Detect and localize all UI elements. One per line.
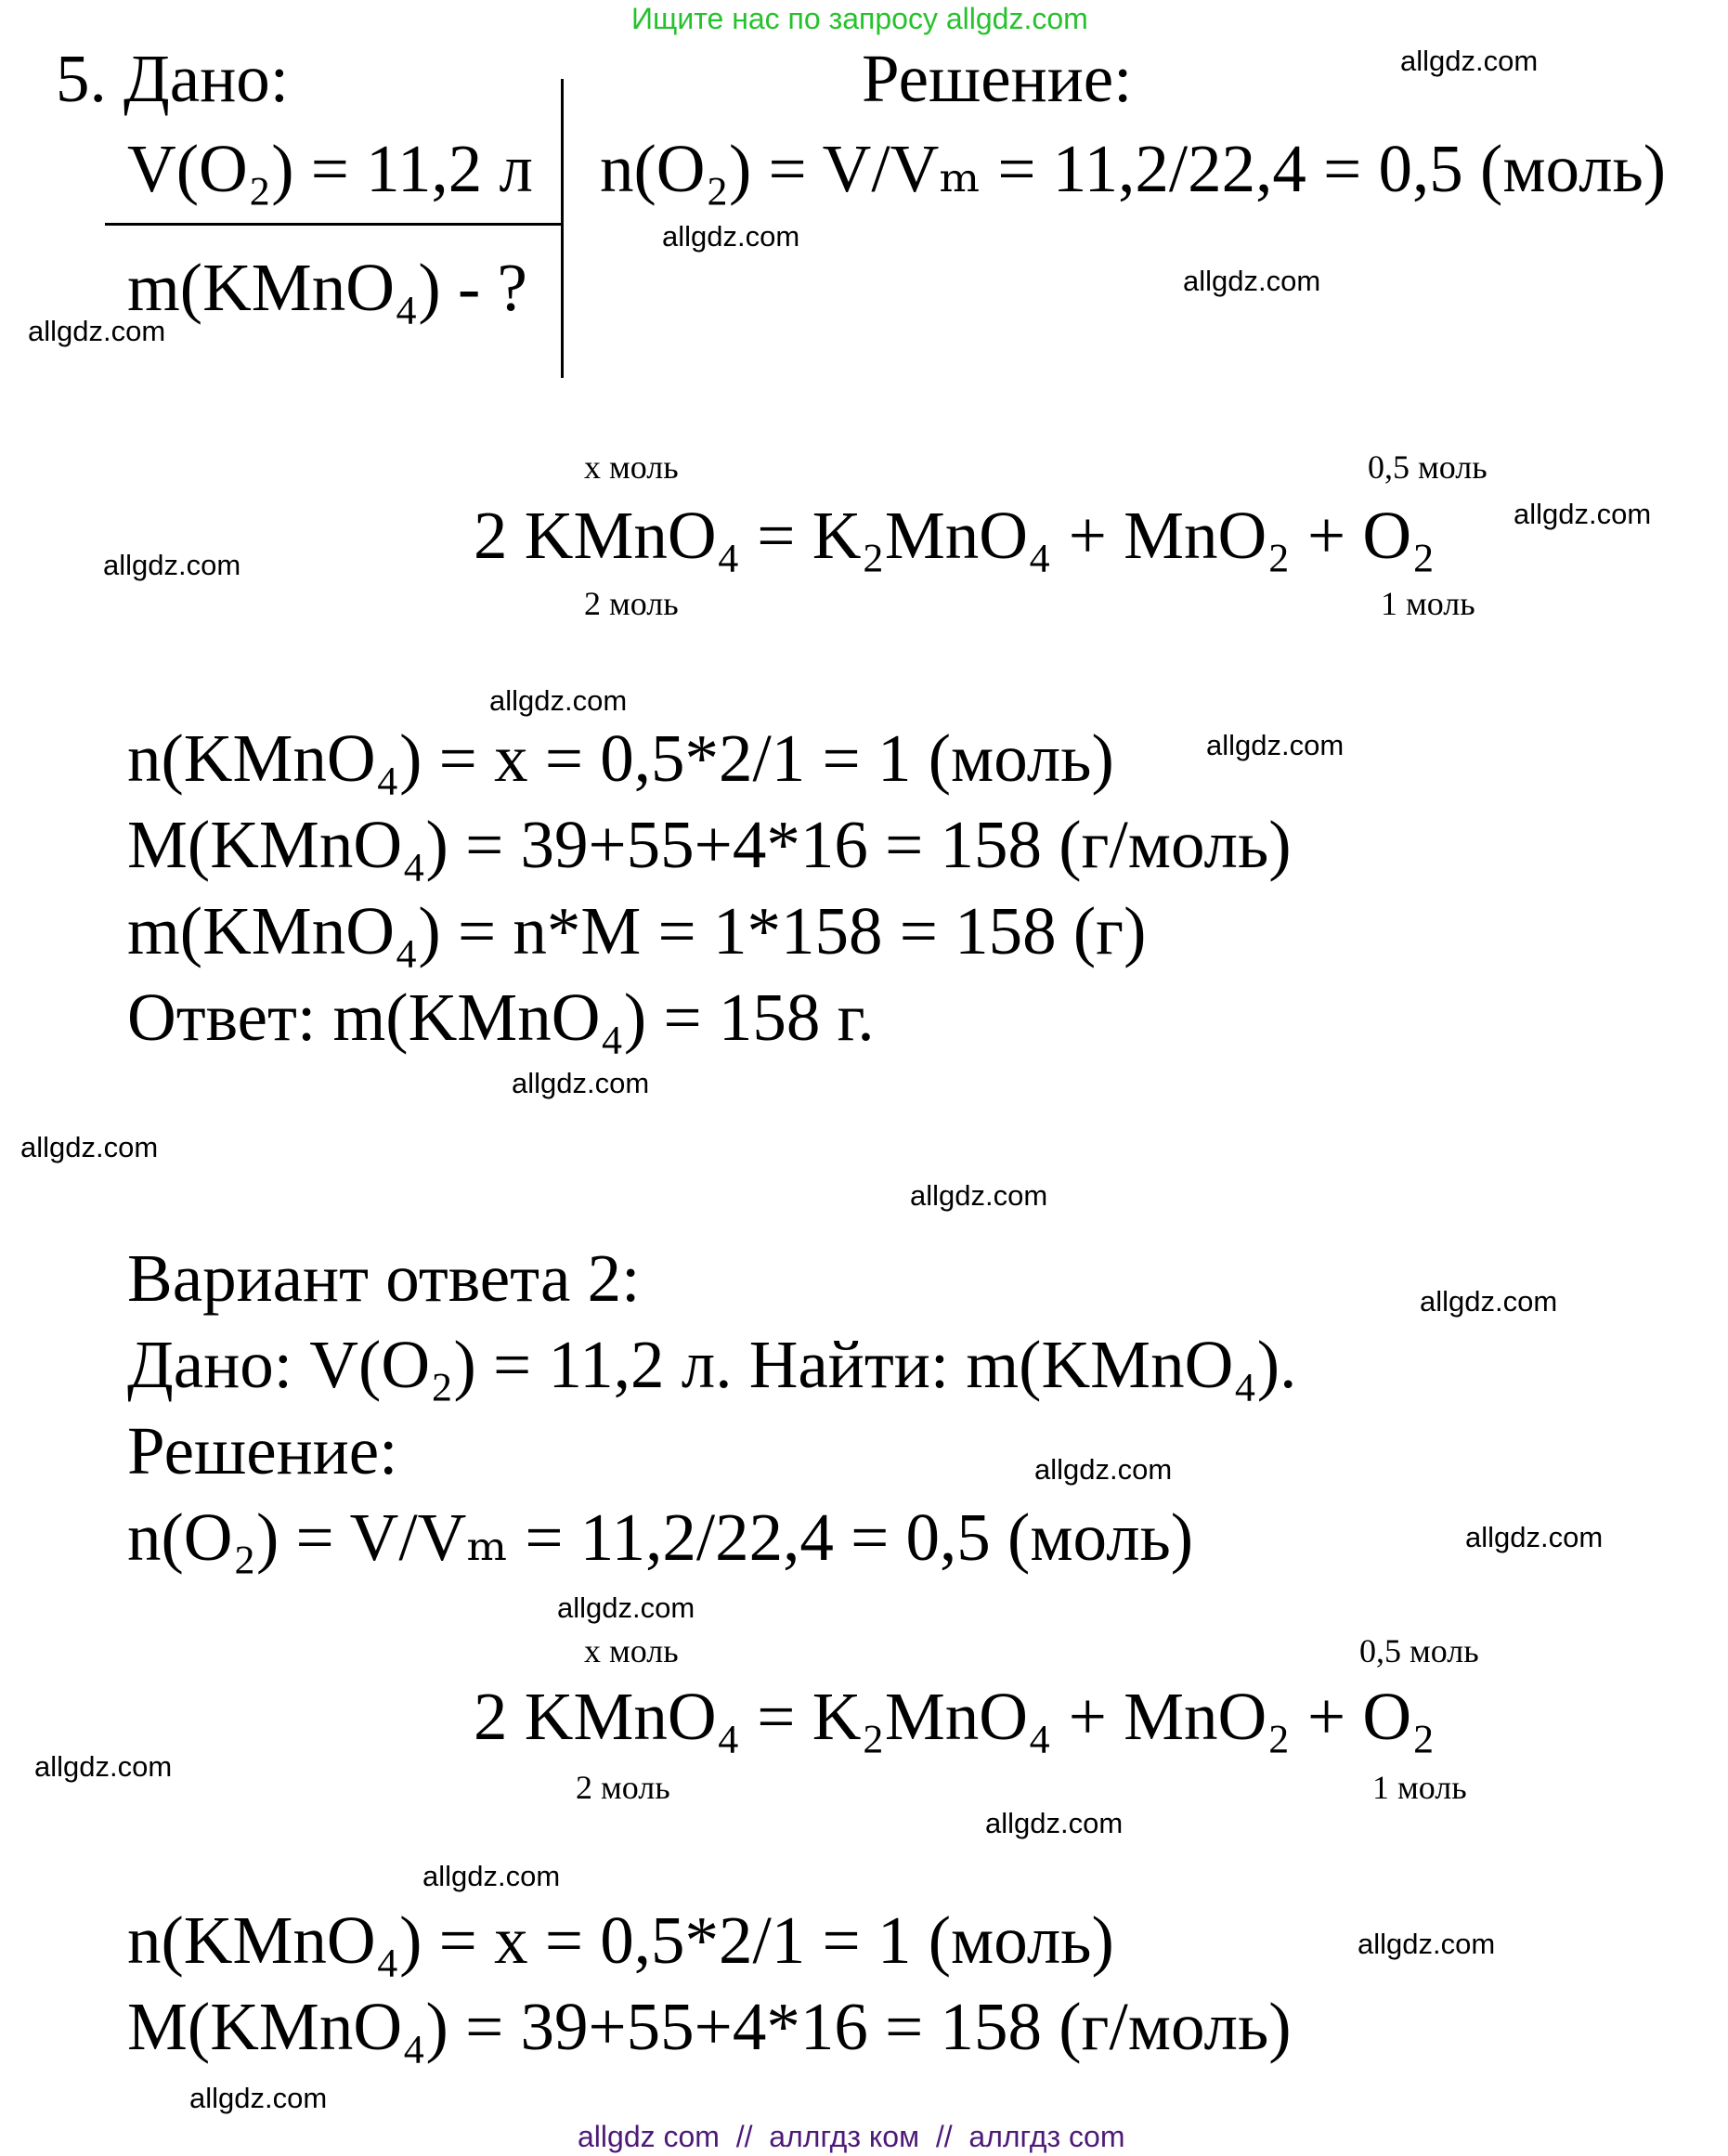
calc-mass: m(KMnO₄) = n*M = 1*158 = 158 (г) xyxy=(127,893,1147,968)
watermark: allgdz.com xyxy=(985,1807,1124,1839)
variant2-calc-n-kmno4: n(KMnO₄) = x = 0,5*2/1 = 1 (моль) xyxy=(127,1903,1114,1978)
reaction-above-left: x моль xyxy=(584,448,679,486)
watermark: allgdz.com xyxy=(1420,1285,1558,1318)
reaction-below-right: 1 моль xyxy=(1381,585,1475,622)
watermark: allgdz.com xyxy=(34,1750,173,1783)
header-promo-link[interactable]: Ищите нас по запросу allgdz.com xyxy=(631,2,1088,35)
footer-links[interactable]: allgdz com // аллгдз ком // аллгдз com xyxy=(578,2120,1125,2153)
watermark: allgdz.com xyxy=(28,315,166,347)
given-vertical-divider xyxy=(561,79,564,378)
watermark: allgdz.com xyxy=(910,1179,1048,1212)
watermark: allgdz.com xyxy=(1400,45,1539,77)
given-divider-line xyxy=(105,223,562,226)
watermark: allgdz.com xyxy=(512,1067,650,1099)
variant2-reaction-below-right: 1 моль xyxy=(1372,1769,1467,1806)
variant2-n-o2: n(O₂) = V/Vₘ = 11,2/22,4 = 0,5 (моль) xyxy=(127,1500,1194,1575)
variant2-reaction-equation: 2 KMnO₄ = K₂MnO₄ + MnO₂ + O₂ xyxy=(474,1679,1436,1754)
variant2-reaction-above-left: x моль xyxy=(584,1632,679,1669)
solution-title: Решение: xyxy=(862,41,1133,116)
variant2-calc-molar-mass: M(KMnO₄) = 39+55+4*16 = 158 (г/моль) xyxy=(127,1989,1292,2064)
watermark: allgdz.com xyxy=(662,220,800,253)
variant2-solution-label: Решение: xyxy=(127,1413,398,1488)
task-title: 5. Дано: xyxy=(56,41,290,116)
watermark: allgdz.com xyxy=(103,549,241,581)
given-volume: V(O₂) = 11,2 л xyxy=(127,131,533,206)
watermark: allgdz.com xyxy=(1514,498,1652,530)
watermark: allgdz.com xyxy=(189,2082,328,2114)
watermark: allgdz.com xyxy=(1206,729,1345,761)
watermark: allgdz.com xyxy=(422,1860,561,1892)
find-mass: m(KMnO₄) - ? xyxy=(127,250,527,325)
n-o2-formula: n(O₂) = V/Vₘ = 11,2/22,4 = 0,5 (моль) xyxy=(600,131,1667,206)
variant2-reaction-above-right: 0,5 моль xyxy=(1359,1632,1479,1669)
variant2-reaction-below-left: 2 моль xyxy=(576,1769,670,1806)
variant2-title: Вариант ответа 2: xyxy=(127,1240,641,1316)
watermark: allgdz.com xyxy=(1034,1453,1173,1486)
watermark: allgdz.com xyxy=(1465,1521,1604,1553)
calc-molar-mass: M(KMnO₄) = 39+55+4*16 = 158 (г/моль) xyxy=(127,807,1292,882)
reaction-below-left: 2 моль xyxy=(584,585,679,622)
watermark: allgdz.com xyxy=(1183,265,1321,297)
reaction-above-right: 0,5 моль xyxy=(1368,448,1488,486)
watermark: allgdz.com xyxy=(557,1591,695,1624)
watermark: allgdz.com xyxy=(20,1131,159,1163)
watermark: allgdz.com xyxy=(1358,1928,1496,1960)
variant2-given: Дано: V(O₂) = 11,2 л. Найти: m(KMnO₄). xyxy=(127,1327,1297,1402)
calc-n-kmno4: n(KMnO₄) = x = 0,5*2/1 = 1 (моль) xyxy=(127,721,1114,796)
watermark: allgdz.com xyxy=(489,684,628,717)
reaction-equation: 2 KMnO₄ = K₂MnO₄ + MnO₂ + O₂ xyxy=(474,498,1436,573)
answer-line: Ответ: m(KMnO₄) = 158 г. xyxy=(127,980,875,1055)
